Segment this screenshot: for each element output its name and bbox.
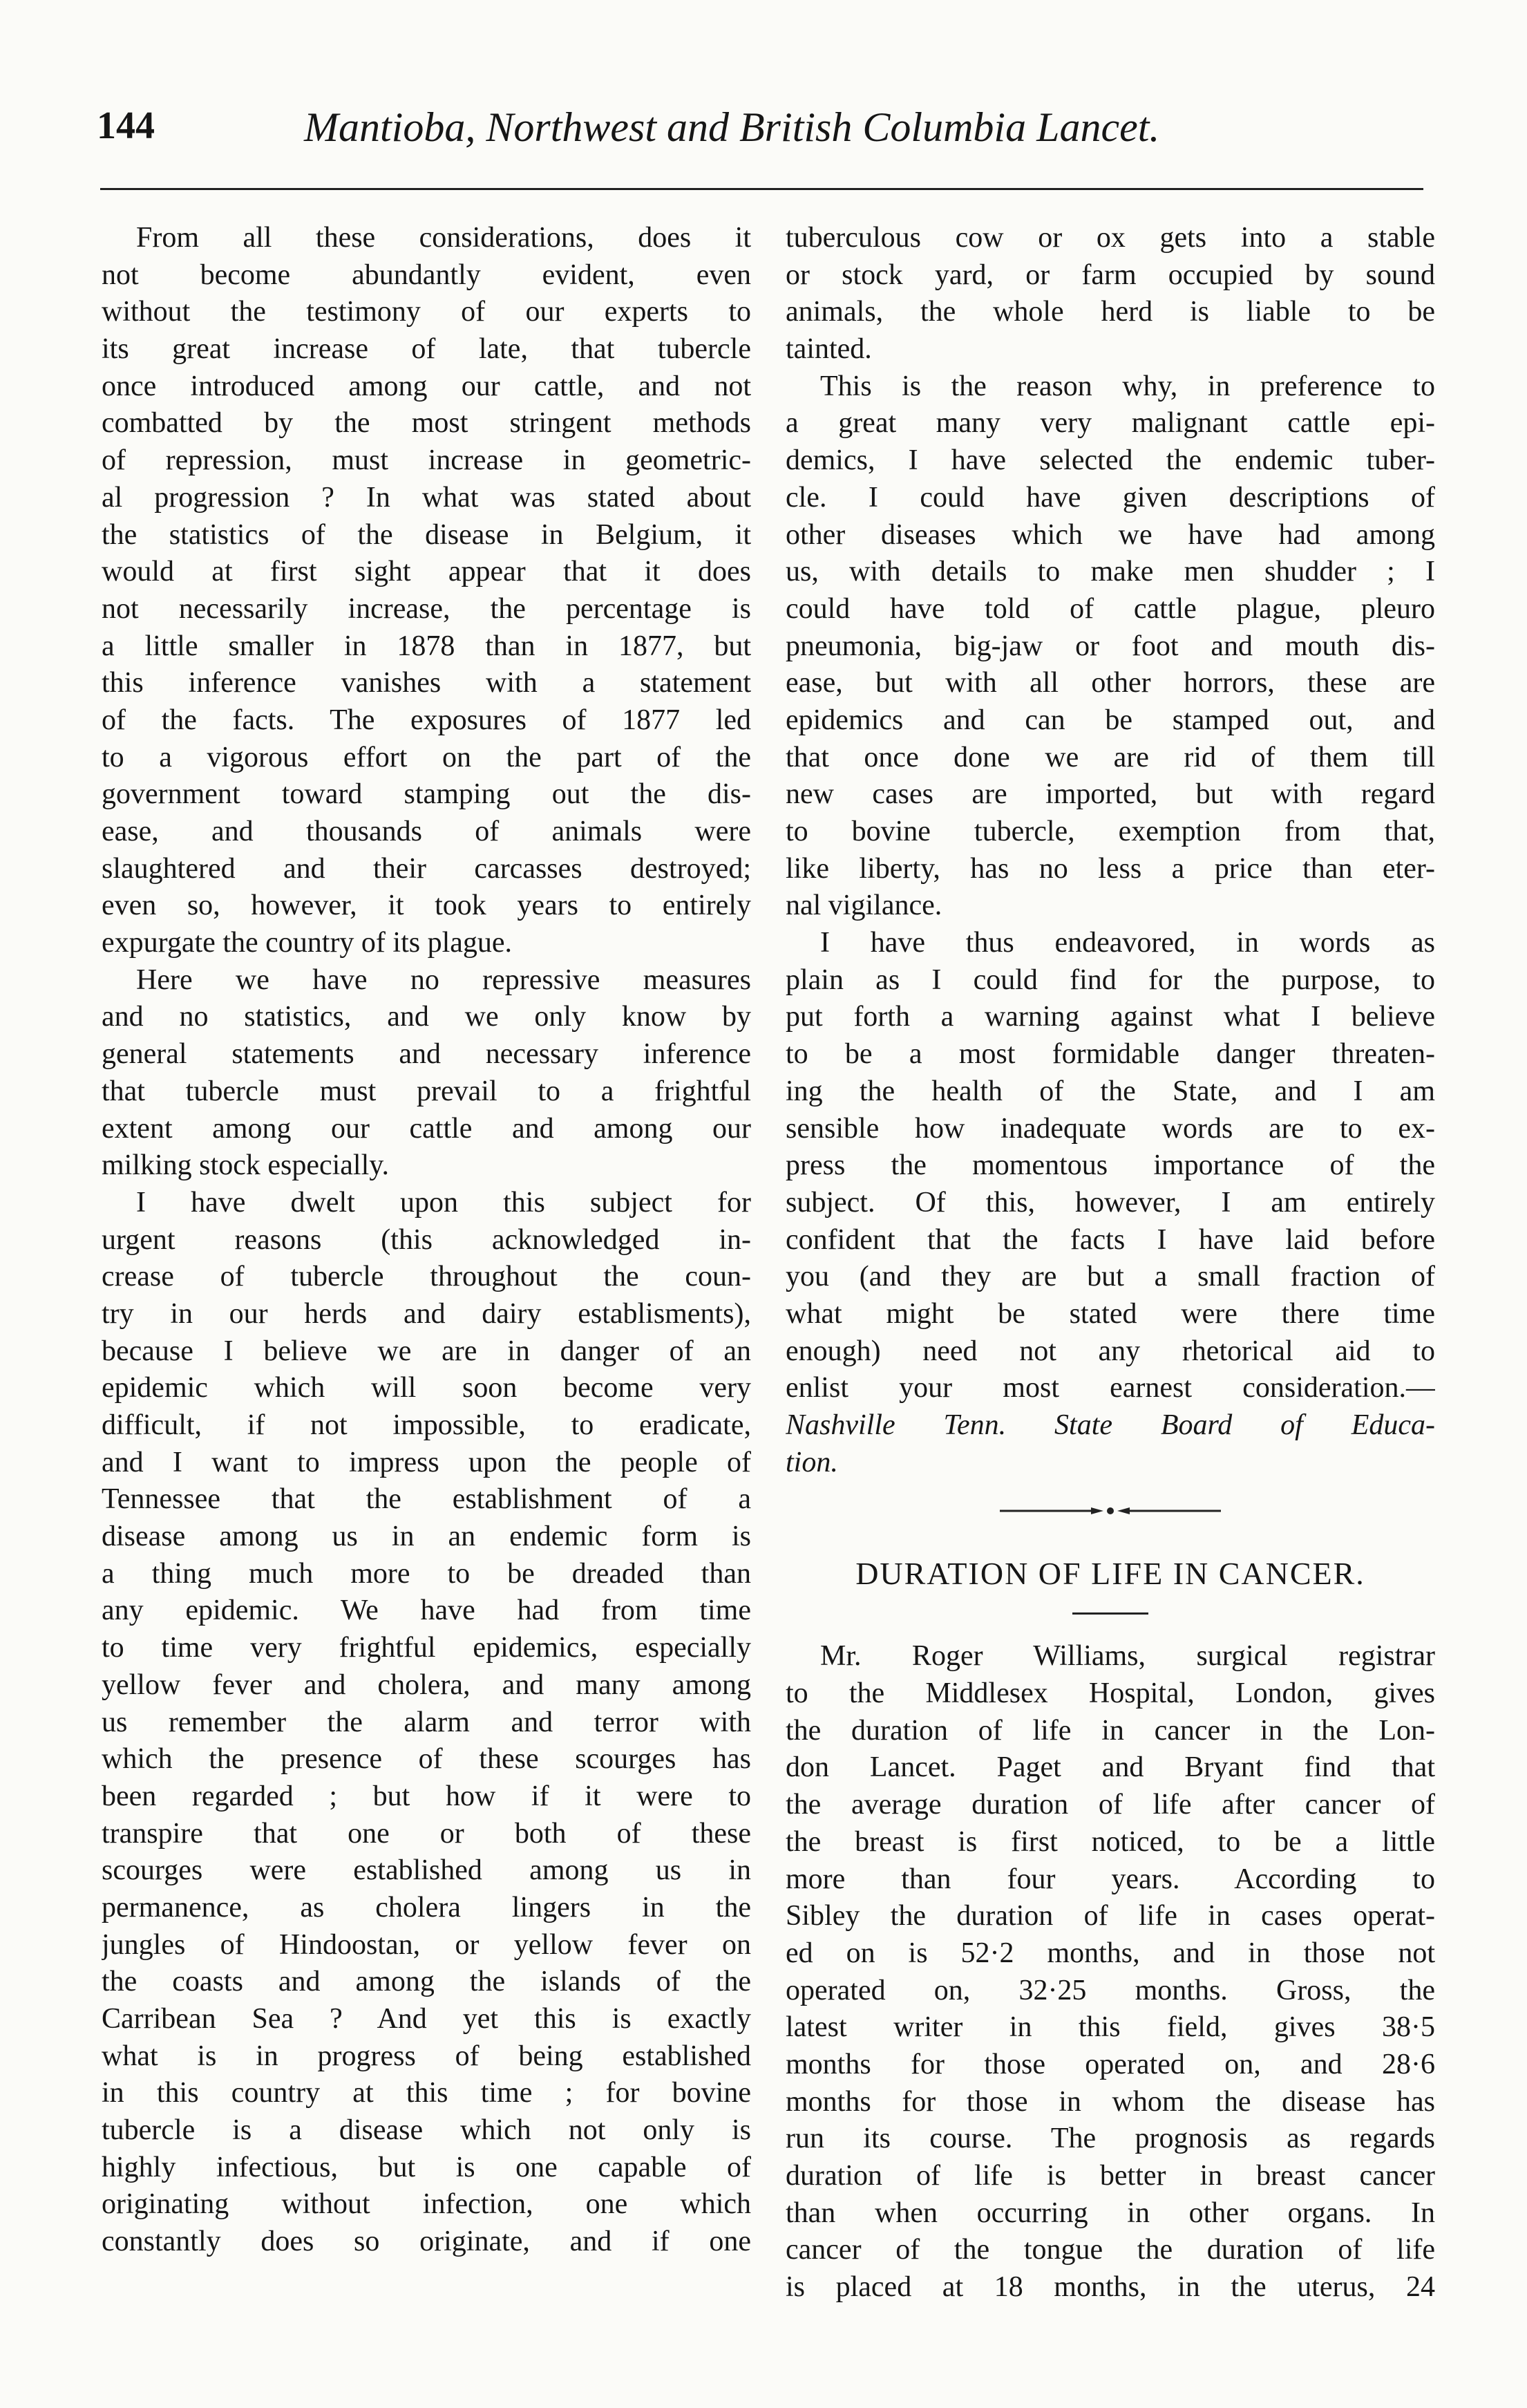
text-line: transpire that one or both of these xyxy=(102,1817,751,1850)
text-line: tubercle is a disease which not only is xyxy=(102,2114,751,2147)
text-line: been regarded ; but how if it were to xyxy=(102,1780,751,1812)
text-line: the statistics of the disease in Belgium, it xyxy=(102,518,751,551)
text-line: to time very frightful epidemics, especially xyxy=(102,1632,751,1664)
text-line: that tubercle must prevail to a frightful xyxy=(102,1075,751,1107)
text-line: in this country at this time ; for bovine xyxy=(102,2077,751,2109)
text-line: latest writer in this field, gives 38·5 xyxy=(786,2011,1435,2044)
text-line: run its course. The prognosis as regards xyxy=(786,2123,1435,2155)
text-line: to the Middlesex Hospital, London, gives xyxy=(786,1677,1435,1710)
text-line: to be a most formidable danger threaten- xyxy=(786,1038,1435,1071)
text-line: enough) need not any rhetorical aid to xyxy=(786,1335,1435,1367)
text-line: scourges were established among us in xyxy=(102,1854,751,1887)
text-line: tainted. xyxy=(786,333,872,366)
page-number: 144 xyxy=(97,104,155,147)
text-line: demics, I have selected the endemic tuber- xyxy=(786,444,1435,477)
text-line: any epidemic. We have had from time xyxy=(102,1595,751,1627)
text-line: and no statistics, and we only know by xyxy=(102,1001,751,1033)
text-line: which the presence of these scourges has xyxy=(102,1743,751,1776)
page-header xyxy=(97,104,1423,159)
text-line: what might be stated were there time xyxy=(786,1297,1435,1330)
text-line: the average duration of life after cancer of xyxy=(786,1789,1435,1821)
text-line: cancer of the tongue the duration of life xyxy=(786,2234,1435,2266)
text-line: ing the health of the State, and I am xyxy=(786,1075,1435,1107)
text-line: originating without infection, one which xyxy=(102,2188,751,2221)
text-line: that once done we are rid of them till xyxy=(786,741,1435,773)
text-line: I have dwelt upon this subject for xyxy=(136,1186,751,1219)
text-line: is placed at 18 months, in the uterus, 24 xyxy=(786,2271,1435,2304)
text-line: constantly does so originate, and if one xyxy=(102,2226,751,2258)
text-line: highly infectious, but is one capable of xyxy=(102,2151,751,2183)
text-line: more than four years. According to xyxy=(786,1863,1435,1895)
text-line: cle. I could have given descriptions of xyxy=(786,481,1435,514)
text-line: jungles of Hindoostan, or yellow fever on xyxy=(102,1928,751,1961)
text-line: pneumonia, big-jaw or foot and mouth dis- xyxy=(786,630,1435,662)
section-ornament xyxy=(786,1481,1435,1541)
heading-rule xyxy=(1072,1612,1148,1615)
text-line: sensible how inadequate words are to ex- xyxy=(786,1112,1435,1145)
text-line: without the testimony of our experts to xyxy=(102,296,751,328)
text-line: operated on, 32·25 months. Gross, the xyxy=(786,1974,1435,2006)
text-line: could have told of cattle plague, pleuro xyxy=(786,592,1435,625)
text-line: epidemics and can be stamped out, and xyxy=(786,704,1435,736)
text-line: would at first sight appear that it does xyxy=(102,556,751,588)
text-line: epidemic which will soon become very xyxy=(102,1372,751,1404)
text-line: and I want to impress upon the people of xyxy=(102,1446,751,1478)
text-line: milking stock especially. xyxy=(102,1149,390,1182)
running-title: Mantioba, Northwest and British Columbia Lancet. xyxy=(304,104,1160,150)
text-line: or stock yard, or farm occupied by sound xyxy=(786,258,1435,291)
text-line: the breast is first noticed, to be a little xyxy=(786,1825,1435,1858)
text-line: months for those in whom the disease has xyxy=(786,2085,1435,2118)
text-line: not necessarily increase, the percentage is xyxy=(102,592,751,625)
text-line: like liberty, has no less a price than eter- xyxy=(786,852,1435,885)
text-line: enlist your most earnest consideration.— xyxy=(786,1372,1435,1404)
text-line: to bovine tubercle, exemption from that, xyxy=(786,816,1435,847)
text-line: try in our herds and dairy establisments), xyxy=(102,1297,751,1330)
text-line: government toward stamping out the dis- xyxy=(102,778,751,811)
text-line: because I believe we are in danger of an xyxy=(102,1335,751,1367)
text-line: its great increase of late, that tubercle xyxy=(102,333,751,366)
text-line: months for those operated on, and 28·6 xyxy=(786,2048,1435,2080)
text-line: yellow fever and cholera, and many among xyxy=(102,1668,751,1701)
text-line: duration of life is better in breast cancer xyxy=(786,2160,1435,2192)
right-column xyxy=(786,220,1435,2306)
text-line: slaughtered and their carcasses destroyed; xyxy=(102,852,751,885)
text-line: new cases are imported, but with regard xyxy=(786,778,1435,811)
text-line: subject. Of this, however, I am entirely xyxy=(786,1186,1435,1219)
text-line: a great many very malignant cattle epi- xyxy=(786,407,1435,440)
text-line: combatted by the most stringent methods xyxy=(102,407,751,440)
text-line: difficult, if not impossible, to eradicate, xyxy=(102,1409,751,1441)
text-line: permanence, as cholera lingers in the xyxy=(102,1891,751,1923)
text-line: other diseases which we have had among xyxy=(786,518,1435,551)
text-line: ed on is 52·2 months, and in those not xyxy=(786,1937,1435,1969)
text-line: extent among our cattle and among our xyxy=(102,1112,751,1145)
text-line: nal vigilance. xyxy=(786,890,942,922)
text-line: ease, and thousands of animals were xyxy=(102,816,751,847)
text-line: of the facts. The exposures of 1877 led xyxy=(102,704,751,736)
text-line: don Lancet. Paget and Bryant find that xyxy=(786,1751,1435,1784)
text-line: you (and they are but a small fraction of xyxy=(786,1261,1435,1293)
text-line: this inference vanishes with a statement xyxy=(102,667,751,699)
text-line: Tennessee that the establishment of a xyxy=(102,1483,751,1516)
text-line: not become abundantly evident, even xyxy=(102,258,751,291)
source-citation: Nashville Tenn. State Board of Educa- xyxy=(786,1409,1435,1441)
dash-ornament-icon xyxy=(1000,1504,1221,1518)
text-line: even so, however, it took years to entirely xyxy=(102,890,751,922)
left-column xyxy=(102,220,751,2261)
text-line: al progression ? In what was stated about xyxy=(102,481,751,514)
text-line: confident that the facts I have laid before xyxy=(786,1223,1435,1256)
text-line: put forth a warning against what I believe xyxy=(786,1001,1435,1033)
text-line: tuberculous cow or ox gets into a stable xyxy=(786,222,1435,254)
text-line: than when occurring in other organs. In xyxy=(786,2197,1435,2229)
text-line: ease, but with all other horrors, these are xyxy=(786,667,1435,699)
text-line: of repression, must increase in geometric- xyxy=(102,444,751,477)
text-line: Sibley the duration of life in cases operat- xyxy=(786,1900,1435,1932)
text-line: us, with details to make men shudder ; I xyxy=(786,556,1435,588)
text-line: This is the reason why, in preference to xyxy=(820,370,1435,402)
text-line: to a vigorous effort on the part of the xyxy=(102,741,751,773)
text-line: I have thus endeavored, in words as xyxy=(820,927,1435,959)
text-line: urgent reasons (this acknowledged in- xyxy=(102,1223,751,1256)
text-line: plain as I could find for the purpose, to xyxy=(786,963,1435,996)
header-rule xyxy=(100,188,1423,190)
text-line: animals, the whole herd is liable to be xyxy=(786,296,1435,328)
text-line: once introduced among our cattle, and not xyxy=(102,370,751,402)
text-line: a thing much more to be dreaded than xyxy=(102,1557,751,1590)
text-line: general statements and necessary inference xyxy=(102,1038,751,1071)
text-line: Mr. Roger Williams, surgical registrar xyxy=(820,1640,1435,1673)
text-line: us remember the alarm and terror with xyxy=(102,1706,751,1738)
text-line: what is in progress of being established xyxy=(102,2040,751,2072)
source-citation: tion. xyxy=(786,1446,838,1478)
text-line: the coasts and among the islands of the xyxy=(102,1966,751,1998)
text-line: press the momentous importance of the xyxy=(786,1149,1435,1182)
section-heading: DURATION OF LIFE IN CANCER. xyxy=(855,1556,1365,1592)
text-line: crease of tubercle throughout the coun- xyxy=(102,1261,751,1293)
text-line: a little smaller in 1878 than in 1877, but xyxy=(102,630,751,662)
text-line: From all these considerations, does it xyxy=(136,222,751,254)
text-line: Carribean Sea ? And yet this is exactly xyxy=(102,2003,751,2035)
text-line: the duration of life in cancer in the Lon- xyxy=(786,1714,1435,1747)
text-line: Here we have no repressive measures xyxy=(136,963,751,996)
text-line: disease among us in an endemic form is xyxy=(102,1521,751,1553)
text-line: expurgate the country of its plague. xyxy=(102,927,513,959)
